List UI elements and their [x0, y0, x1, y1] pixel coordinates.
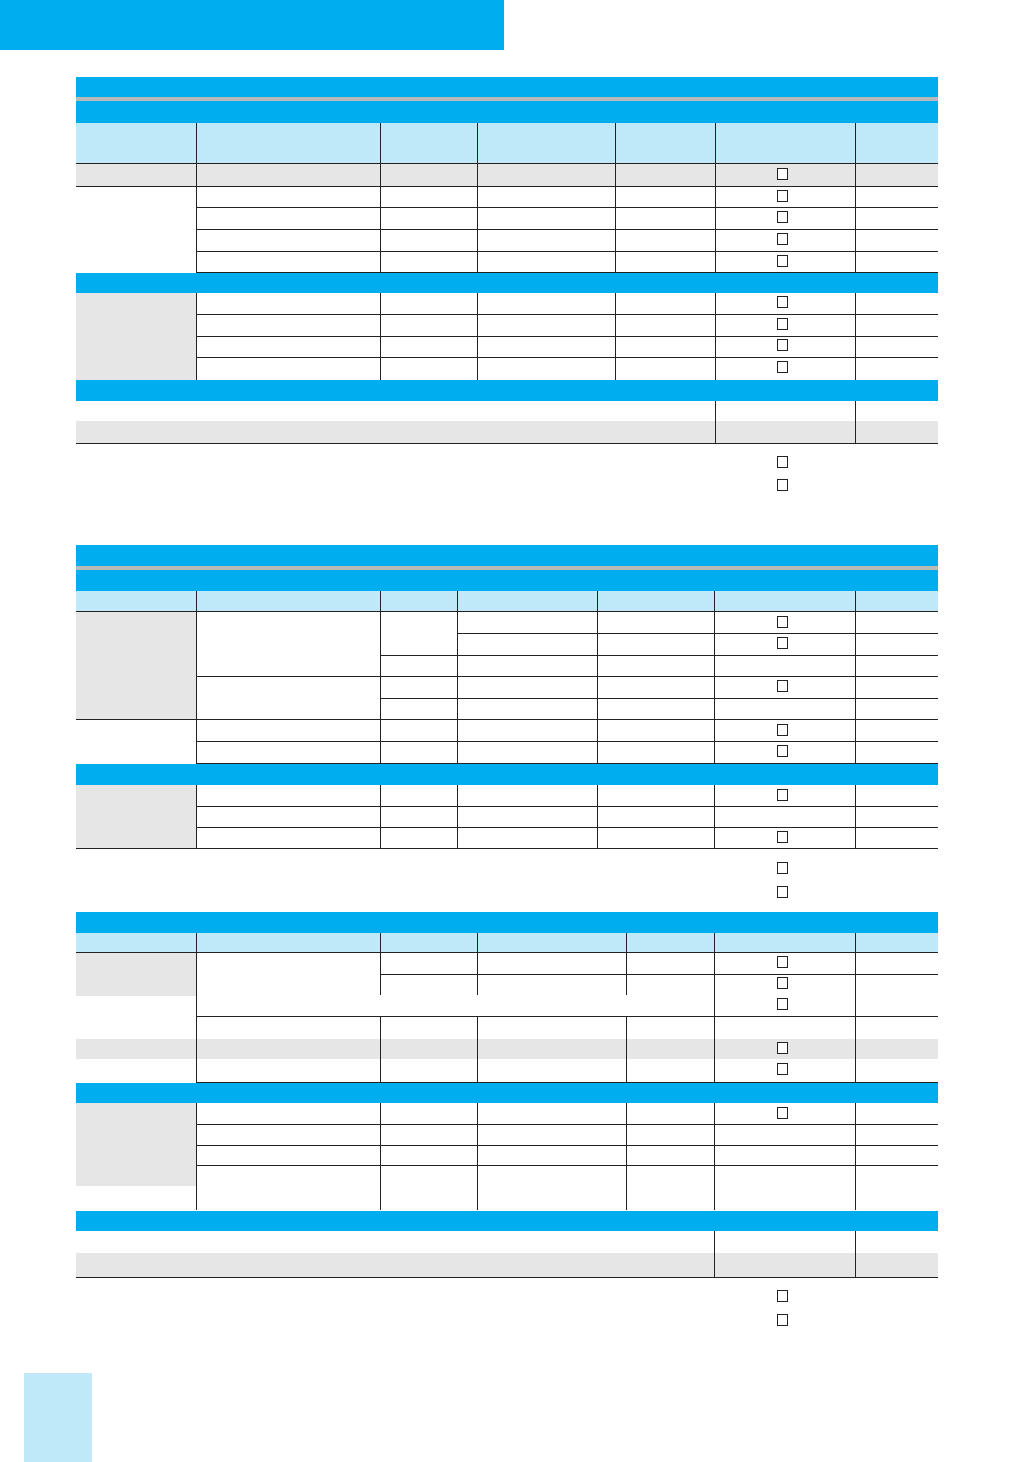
checkbox[interactable]: [777, 862, 788, 874]
table-row-rule: [196, 1016, 938, 1017]
table-row-rule: [196, 1124, 938, 1125]
form-b-group-shade-4: [76, 1103, 196, 1186]
top-banner: [0, 0, 504, 50]
checkbox[interactable]: [777, 886, 788, 898]
table-column-rule: [626, 952, 627, 995]
table-column-rule: [196, 611, 197, 763]
table-column-rule: [597, 591, 598, 611]
table-column-rule: [380, 293, 381, 380]
checkbox[interactable]: [777, 361, 788, 373]
table-row-rule: [196, 229, 938, 230]
checkbox[interactable]: [777, 190, 788, 202]
table-column-rule: [196, 591, 197, 611]
checkbox[interactable]: [777, 956, 788, 968]
table-column-rule: [477, 163, 478, 272]
table-column-rule: [457, 785, 458, 848]
table-column-rule: [715, 163, 716, 272]
table-column-rule: [855, 401, 856, 443]
form-b-total-shade: [76, 1253, 938, 1277]
table-column-rule: [457, 611, 458, 763]
table-row-rule: [76, 719, 938, 720]
table-column-rule: [855, 591, 856, 611]
form-b-section-band: [76, 1083, 938, 1103]
table-column-rule: [855, 293, 856, 380]
checkbox[interactable]: [777, 680, 788, 692]
table-row-rule: [196, 676, 938, 677]
table-column-rule: [196, 933, 197, 952]
checkbox[interactable]: [777, 637, 788, 649]
table-column-rule: [196, 293, 197, 380]
table-row-rule: [196, 741, 938, 742]
checkbox[interactable]: [777, 211, 788, 223]
table-row-rule: [76, 443, 938, 444]
form-a-group-shade: [76, 293, 196, 380]
table-row-rule: [196, 357, 938, 358]
table-column-rule: [597, 785, 598, 848]
checkbox[interactable]: [777, 318, 788, 330]
table-column-rule: [380, 123, 381, 163]
table-row-rule: [196, 827, 938, 828]
table-column-rule: [626, 1016, 627, 1082]
table-row-rule: [196, 1165, 938, 1166]
checkbox[interactable]: [777, 233, 788, 245]
table-column-rule: [380, 952, 381, 995]
table-column-rule: [855, 952, 856, 1082]
table-column-rule: [477, 123, 478, 163]
table-column-rule: [714, 952, 715, 1082]
form-b-row-shade: [76, 1039, 938, 1059]
form-a-section-band: [76, 380, 938, 401]
checkbox[interactable]: [777, 1042, 788, 1054]
checkbox[interactable]: [777, 831, 788, 843]
checkbox[interactable]: [777, 998, 788, 1010]
table-column-rule: [626, 933, 627, 952]
table-column-rule: [196, 785, 197, 848]
table-column-rule: [380, 1016, 381, 1082]
checkbox[interactable]: [777, 616, 788, 628]
table-column-rule: [714, 1103, 715, 1210]
checkbox[interactable]: [777, 168, 788, 180]
checkbox[interactable]: [777, 745, 788, 757]
table-column-rule: [855, 933, 856, 952]
table-column-rule: [714, 591, 715, 611]
checkbox[interactable]: [777, 255, 788, 267]
checkbox[interactable]: [777, 789, 788, 801]
table-row-rule: [196, 1145, 938, 1146]
table-column-rule: [714, 933, 715, 952]
table-column-rule: [714, 1231, 715, 1277]
form-b-column-header: [76, 591, 938, 611]
form-b-column-header-2: [76, 933, 938, 952]
table-column-rule: [196, 952, 197, 1082]
checkbox[interactable]: [777, 1314, 788, 1326]
form-b: [76, 545, 938, 1335]
table-column-rule: [477, 952, 478, 995]
table-column-rule: [477, 933, 478, 952]
table-column-rule: [380, 591, 381, 611]
checkbox[interactable]: [777, 479, 788, 491]
table-column-rule: [380, 1103, 381, 1210]
table-column-rule: [477, 293, 478, 380]
table-row-rule: [196, 806, 938, 807]
checkbox[interactable]: [777, 456, 788, 468]
form-b-section-band: [76, 1211, 938, 1231]
table-row-rule: [196, 251, 938, 252]
form-b-subtitle-band: [76, 570, 938, 591]
table-row-rule: [196, 207, 938, 208]
table-row-rule: [76, 1277, 938, 1278]
form-b-group-shade: [76, 612, 196, 719]
table-row-rule: [196, 336, 938, 337]
table-column-rule: [196, 123, 197, 163]
checkbox[interactable]: [777, 1063, 788, 1075]
form-a-row-shade: [76, 164, 938, 186]
table-column-rule: [715, 123, 716, 163]
table-column-rule: [615, 293, 616, 380]
form-a-total-shade: [76, 421, 938, 443]
table-column-rule: [714, 785, 715, 848]
table-column-rule: [477, 1103, 478, 1210]
table-column-rule: [615, 123, 616, 163]
table-row-rule: [76, 186, 938, 187]
table-column-rule: [196, 163, 197, 272]
table-column-rule: [380, 163, 381, 272]
table-column-rule: [196, 1103, 197, 1210]
page-tab: [24, 1373, 92, 1462]
form-a-section-band: [76, 273, 938, 293]
table-column-rule: [615, 163, 616, 272]
checkbox[interactable]: [777, 977, 788, 989]
table-row-rule: [76, 848, 938, 849]
form-a-column-header: [76, 123, 938, 163]
table-column-rule: [380, 785, 381, 848]
table-column-rule: [855, 1103, 856, 1210]
table-row-rule: [76, 611, 938, 612]
table-row-rule: [76, 163, 938, 164]
table-column-rule: [855, 123, 856, 163]
form-b-group-shade-2: [76, 785, 196, 848]
table-column-rule: [380, 611, 381, 763]
table-column-rule: [597, 611, 598, 763]
checkbox[interactable]: [777, 339, 788, 351]
form-b-section-band: [76, 912, 938, 933]
checkbox[interactable]: [777, 296, 788, 308]
table-column-rule: [380, 933, 381, 952]
table-row-rule: [76, 952, 938, 953]
checkbox[interactable]: [777, 724, 788, 736]
table-column-rule: [626, 1103, 627, 1210]
form-a-subtitle-band: [76, 101, 938, 123]
form-a-title-band: [76, 77, 938, 97]
table-row-rule: [457, 633, 938, 634]
checkbox[interactable]: [777, 1107, 788, 1119]
table-column-rule: [855, 785, 856, 848]
table-column-rule: [714, 611, 715, 763]
table-column-rule: [855, 163, 856, 272]
form-b-title-band: [76, 545, 938, 566]
form-b-group-shade-3: [76, 953, 196, 996]
table-column-rule: [715, 293, 716, 380]
form-b-section-band: [76, 764, 938, 785]
table-column-rule: [477, 1016, 478, 1082]
table-column-rule: [855, 1231, 856, 1277]
checkbox[interactable]: [777, 1290, 788, 1302]
table-column-rule: [457, 591, 458, 611]
form-a: [76, 77, 938, 497]
table-row-rule: [196, 314, 938, 315]
table-column-rule: [855, 611, 856, 763]
table-column-rule: [715, 401, 716, 443]
